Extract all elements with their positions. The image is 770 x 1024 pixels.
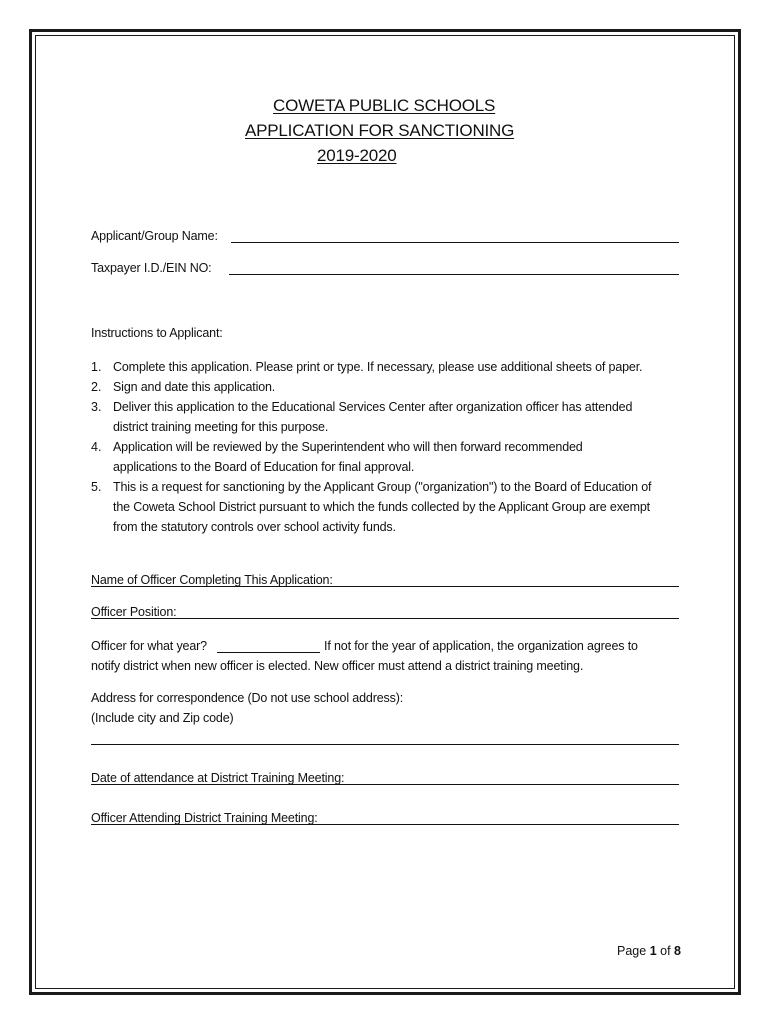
officer-position-label: Officer Position:: [91, 605, 177, 619]
list-item-number: 5.: [91, 480, 102, 494]
applicant-name-label: Applicant/Group Name:: [91, 229, 218, 243]
list-item-continuation: district training meeting for this purpose.: [113, 420, 329, 434]
page-total: 8: [674, 944, 681, 958]
list-item-number: 1.: [91, 360, 102, 374]
list-item-continuation: applications to the Board of Education for final approval.: [113, 460, 415, 474]
title-school-year: 2019-2020: [317, 146, 397, 165]
page-current: 1: [649, 944, 657, 958]
officer-year-note: If not for the year of application, the organization agrees to: [324, 639, 638, 653]
officer-year-note-continuation: notify district when new officer is elected. New officer must attend a district training meeting.: [91, 659, 584, 673]
address-hint: (Include city and Zip code): [91, 711, 234, 725]
list-item-continuation: from the statutory controls over school activity funds.: [113, 520, 396, 534]
list-item: Sign and date this application.: [113, 380, 276, 394]
training-date-field[interactable]: [91, 784, 679, 785]
applicant-name-field[interactable]: [231, 242, 679, 243]
officer-name-label: Name of Officer Completing This Application:: [91, 573, 333, 587]
officer-year-field[interactable]: [217, 652, 320, 653]
officer-position-field[interactable]: [91, 618, 679, 619]
list-item: Complete this application. Please print or type. If necessary, please use additional sheets of paper.: [113, 360, 643, 374]
officer-year-label: Officer for what year?: [91, 639, 207, 653]
training-officer-field[interactable]: [91, 824, 679, 825]
training-date-label: Date of attendance at District Training Meeting:: [91, 771, 345, 785]
list-item: Application will be reviewed by the Superintendent who will then forward recommended: [113, 440, 583, 454]
title-application: APPLICATION FOR SANCTIONING: [245, 121, 515, 140]
address-label: Address for correspondence (Do not use school address):: [91, 691, 404, 705]
list-item: Deliver this application to the Educational Services Center after organization officer has attended: [113, 400, 633, 414]
taxpayer-id-label: Taxpayer I.D./EIN NO:: [91, 261, 212, 275]
list-item-number: 2.: [91, 380, 102, 394]
list-item-number: 4.: [91, 440, 102, 454]
of-word: of: [660, 944, 671, 958]
page-word: Page: [617, 944, 647, 958]
title-school-name: COWETA PUBLIC SCHOOLS: [273, 96, 496, 115]
training-officer-label: Officer Attending District Training Meeting:: [91, 811, 318, 825]
address-field[interactable]: [91, 744, 679, 745]
page-number: [617, 944, 681, 958]
taxpayer-id-field[interactable]: [229, 274, 679, 275]
instructions-heading: Instructions to Applicant:: [91, 326, 223, 340]
list-item-number: 3.: [91, 400, 102, 414]
list-item-continuation: the Coweta School District pursuant to which the funds collected by the Applicant Group are exempt: [113, 500, 650, 514]
list-item: This is a request for sanctioning by the Applicant Group ("organization") to the Board of Education of: [113, 480, 652, 494]
officer-name-field[interactable]: [91, 586, 679, 587]
